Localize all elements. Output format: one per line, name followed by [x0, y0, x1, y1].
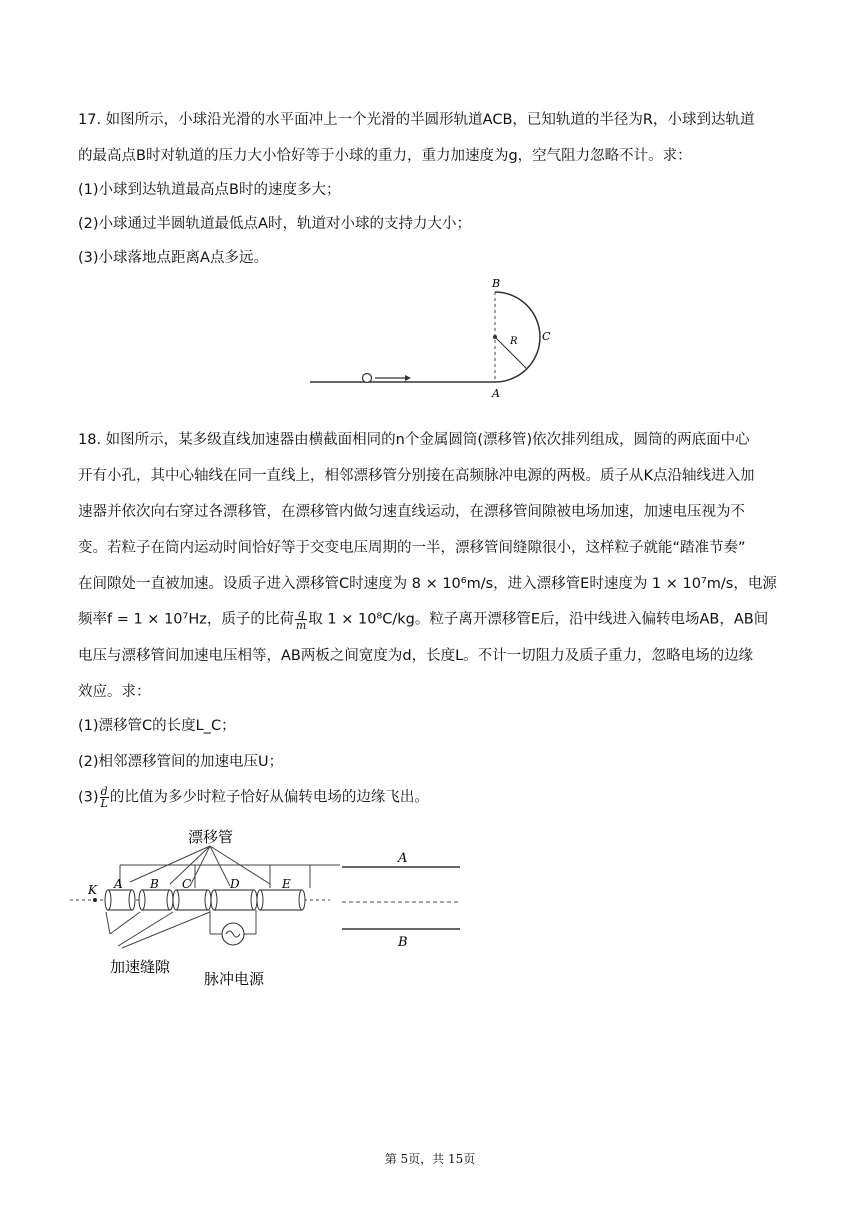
q17-subquestion-1: (1)小球到达轨道最高点B时的速度多大； [78, 182, 341, 198]
q18-accelerator-figure [70, 822, 480, 992]
q18-subquestion-1: (1)漂移管C的长度L_C； [78, 718, 236, 734]
drift-tube-D [211, 890, 257, 910]
fraction-numerator: q [295, 608, 307, 620]
label-B: B [492, 277, 501, 290]
tube-label-A: A [114, 877, 123, 891]
drift-tube-B [139, 890, 173, 910]
q18-line-4: 变。若粒子在筒内运动时间恰好等于交变电压周期的一半，漂移管间缝隙很小，这样粒子就能“踏准节奏” [78, 540, 746, 556]
q18-line-2: 开有小孔，其中心轴线在同一直线上，相邻漂移管分别接在高频脉冲电源的两极。质子从K点沿轴线进入加 [78, 468, 755, 484]
q17-line-1: 17. 如图所示，小球沿光滑的水平面冲上一个光滑的半圆形轨道ACB，已知轨道的半径为R，小球到达轨道 [78, 112, 755, 128]
q18-line-6 [78, 608, 782, 631]
tube-label-C: C [182, 877, 192, 891]
q18-subquestion-3 [78, 786, 782, 809]
fraction-denominator: L [100, 797, 108, 810]
q18-line-6-a: 频率f = 1 × 10⁷Hz，质子的比荷 [78, 611, 294, 628]
tube-label-B: B [150, 877, 159, 891]
fraction-denominator: m [295, 619, 307, 632]
K-label: K [88, 883, 97, 897]
q17-subquestion-2: (2)小球通过半圆轨道最低点A时，轨道对小球的支持力大小； [78, 216, 471, 232]
q18-line-8: 效应。求： [78, 684, 151, 700]
q18-line-6-b: 取 1 × 10⁸C/kg。粒子离开漂移管E后，沿中线进入偏转电场AB，AB间 [308, 611, 769, 628]
drift-tube-label: 漂移管 [188, 828, 234, 846]
q18-line-7: 电压与漂移管间加速电压相等，AB两板之间宽度为d，长度L。不计一切阻力及质子重力，忽略电场的边缘 [78, 648, 754, 664]
q17-subquestion-3: (3)小球落地点距离A点多远。 [78, 250, 268, 266]
label-C: C [542, 330, 551, 343]
pulse-source-label: 脉冲电源 [204, 970, 265, 988]
q18-sub3-prefix: (3) [78, 789, 99, 806]
drift-tube-E [257, 890, 305, 910]
plate-A-label: A [398, 851, 408, 866]
q18-line-3: 速器并依次向右穿过各漂移管，在漂移管内做匀速直线运动，在漂移管间隙被电场加速，加速电压视为不 [78, 504, 745, 520]
fraction-numerator: d [100, 785, 108, 798]
accel-gap-label: 加速缝隙 [110, 958, 171, 976]
tube-label-D: D [230, 877, 240, 891]
d-over-L-fraction [100, 786, 109, 809]
label-R: R [510, 336, 518, 347]
drift-tube-A [105, 890, 135, 910]
q18-line-1: 18. 如图所示，某多级直线加速器由横截面相同的n个金属圆筒(漂移管)依次排列组成，圆筒的两底面中心 [78, 432, 750, 448]
q18-line-5: 在间隙处一直被加速。设质子进入漂移管C时速度为 8 × 10⁶m/s，进入漂移管E时速度为 1 × 10⁷m/s，电源 [78, 576, 777, 592]
q17-track-figure [300, 272, 560, 402]
charge-mass-fraction [295, 608, 307, 631]
drift-tube-C [173, 890, 211, 910]
tube-label-E: E [282, 877, 291, 891]
plate-B-label: B [398, 935, 408, 950]
page-footer: 第 5页，共 15页 [384, 1152, 476, 1166]
label-A: A [492, 387, 500, 400]
ball [363, 374, 372, 383]
q18-subquestion-2: (2)相邻漂移管间的加速电压U； [78, 754, 284, 770]
q18-sub3-text: 的比值为多少时粒子恰好从偏转电场的边缘飞出。 [109, 789, 429, 806]
q17-line-2: 的最高点B时对轨道的压力大小恰好等于小球的重力，重力加速度为g，空气阻力忽略不计。求： [78, 148, 692, 164]
